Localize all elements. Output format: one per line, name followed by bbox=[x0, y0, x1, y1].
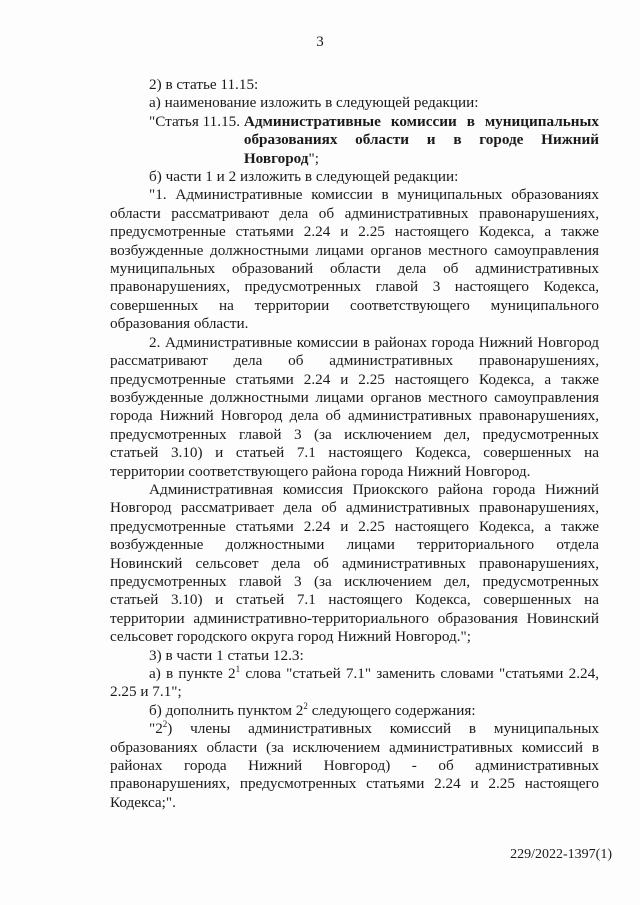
paragraph-text: а) в пункте 2 bbox=[149, 665, 236, 682]
paragraph-item-b: б) части 1 и 2 изложить в следующей редакции: bbox=[149, 168, 459, 186]
paragraph-text: слова "статьей 7.1" заменить словами "статьями 2.24, 2.25 и 7.1"; bbox=[110, 665, 599, 701]
paragraph-item-3: 3) в части 1 статьи 12.3: bbox=[149, 646, 304, 664]
paragraph-text: б) дополнить пунктом 2 bbox=[149, 701, 304, 719]
article-title-prefix: "Статья 11.15. bbox=[149, 112, 244, 130]
article-title-block bbox=[110, 113, 599, 168]
page-number: 3 bbox=[316, 34, 324, 50]
paragraph-item-2: 2) в статье 11.15: bbox=[149, 76, 259, 93]
paragraph-text: "2 bbox=[149, 720, 163, 738]
paragraph-point-2-2 bbox=[110, 720, 599, 812]
superscript: 2 bbox=[303, 700, 308, 711]
paragraph-item-3b bbox=[110, 702, 599, 720]
article-title-text: Административные комиссии в муниципальных образованиях области и в городе Нижний Новгород bbox=[243, 112, 599, 167]
paragraph-part-2: 2. Административные комиссии в районах города Нижний Новгород рассматривают дела об административных правонарушениях, предусмотренные статьями 2.24 и 2.25 настоящего Кодекса, а также возбужденные должностными лицами органов местного самоуправления города Нижний Новгород дела об административных правонарушениях, предусмотренных главой 3 (за исключением дел, предусмотренных статьей 3.10) и статьей 7.1 настоящего Кодекса, совершенных на территории соответствующего района города Нижний Новгород. bbox=[110, 333, 599, 480]
paragraph-text: ) члены административных комиссий в муниципальных образованиях области (за исключением административных комиссий в районах города Нижний Новгород) - об административных правонарушениях, предусмотренных статьями 2.24 и 2.25 настоящего Кодекса;". bbox=[110, 720, 599, 811]
paragraph-part-1: "1. Административные комиссии в муниципальных образованиях области рассматривают дела об административных правонарушениях, предусмотренные статьями 2.24 и 2.25 настоящего Кодекса, а также возбужденные должностными лицами органов местного самоуправления муниципальных образований области дела об административных правонарушениях, предусмотренных главой 3 настоящего Кодекса, совершенных на территории соответствующего муниципального образования области. bbox=[110, 186, 599, 333]
superscript: 1 bbox=[235, 663, 241, 674]
document-code: 229/2022-1397(1) bbox=[510, 847, 612, 862]
document-body bbox=[110, 76, 599, 812]
paragraph-item-3a bbox=[110, 665, 599, 702]
article-title-end: "; bbox=[308, 149, 319, 167]
paragraph-item-a: а) наименование изложить в следующей редакции: bbox=[149, 94, 479, 112]
paragraph-text: следующего содержания: bbox=[307, 701, 476, 719]
paragraph-prioksky: Административная комиссия Приокского района города Нижний Новгород рассматривает дела об административных правонарушениях, предусмотренные статьями 2.24 и 2.25 настоящего Кодекса, а также возбужденные должностными лицами территориального отдела Новинский сельсовет дела об административных правонарушениях, предусмотренных главой 3 (за исключением дел, предусмотренных статьей 3.10) и статьей 7.1 настоящего Кодекса, совершенных на территории административно-территориального образования Новинский сельсовет городского округа город Нижний Новгород."; bbox=[110, 480, 599, 646]
superscript: 2 bbox=[162, 719, 168, 730]
article-title bbox=[244, 113, 599, 168]
